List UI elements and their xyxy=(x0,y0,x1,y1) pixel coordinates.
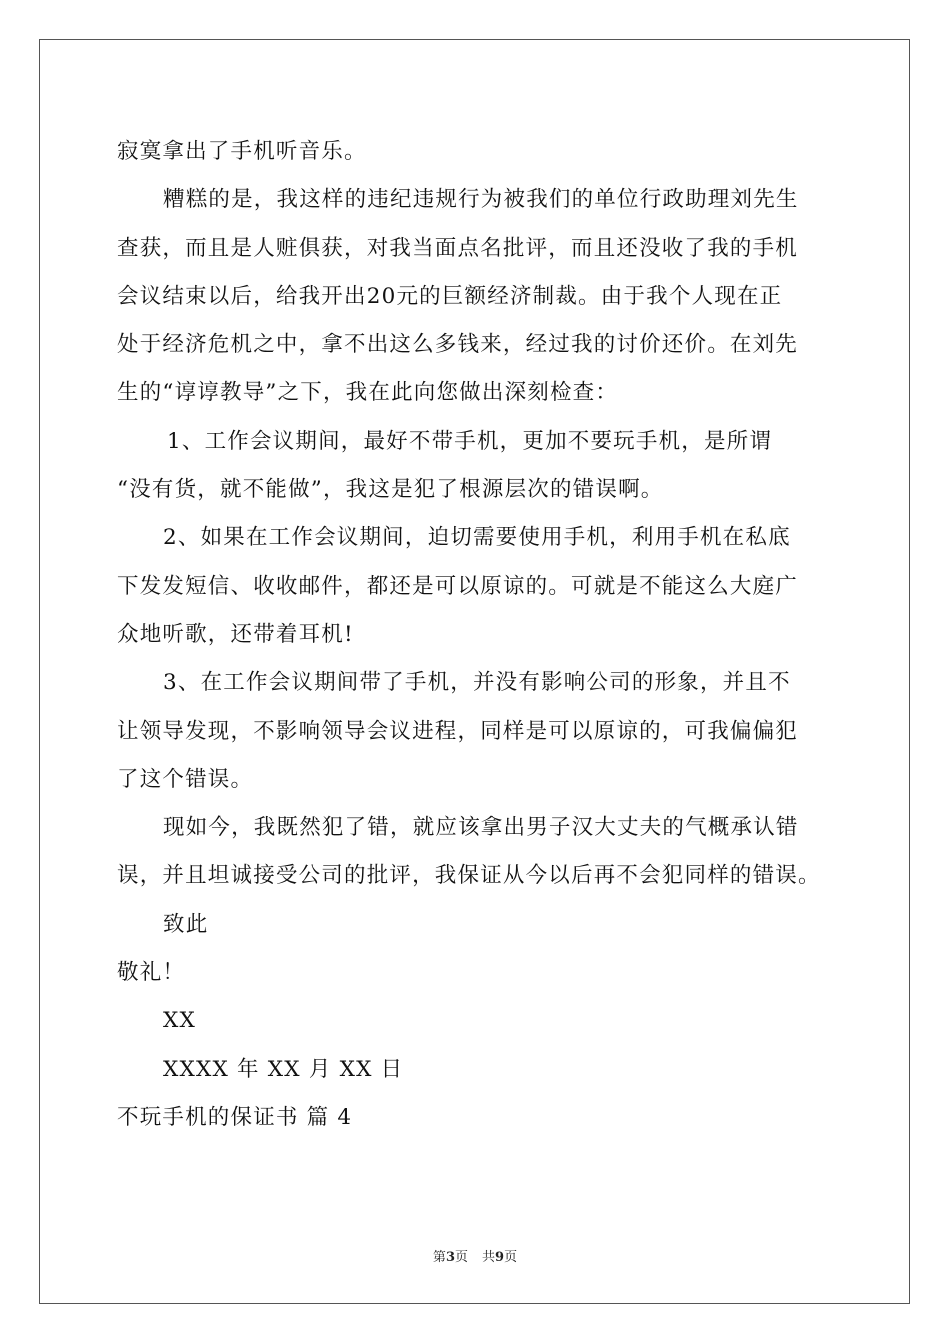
signature-date: XXXX 年 XX 月 XX 日 xyxy=(163,1056,404,1082)
page-total: 9 xyxy=(495,1250,505,1265)
text-line: 寂寞拿出了手机听音乐。 xyxy=(117,139,367,164)
total-suffix: 页 xyxy=(504,1250,518,1265)
text-line: 2、如果在工作会议期间，迫切需要使用手机，利用手机在私底 xyxy=(163,525,791,551)
text-line: 会议结束以后，给我开出20元的巨额经济制裁。由于我个人现在正 xyxy=(117,283,783,309)
text-line: 误，并且坦诚接受公司的批评，我保证从今以后再不会犯同样的错误。 xyxy=(117,863,821,889)
document-body xyxy=(117,128,847,1142)
salutation: 敬礼！ xyxy=(117,960,186,986)
text-line: 生的“谆谆教导”之下，我在此向您做出深刻检查： xyxy=(117,380,619,406)
text-line: 3、在工作会议期间带了手机，并没有影响公司的形象，并且不 xyxy=(163,670,791,696)
text-line: “没有货，就不能做”，我这是犯了根源层次的错误啊。 xyxy=(117,477,664,503)
page-footer xyxy=(0,1246,950,1265)
signature-name: XX xyxy=(163,1008,197,1034)
text-line: 处于经济危机之中，拿不出这么多钱来，经过我的讨价还价。在刘先 xyxy=(117,332,799,358)
text-line: 现如今，我既然犯了错，就应该拿出男子汉大丈夫的气概承认错 xyxy=(163,815,799,841)
text-line: 查获，而且是人赃俱获，对我当面点名批评，而且还没收了我的手机 xyxy=(117,235,799,261)
page-prefix: 第 xyxy=(432,1250,446,1265)
text-line: 了这个错误。 xyxy=(117,766,254,792)
total-prefix: 共 xyxy=(482,1250,496,1265)
text-line: 糟糕的是，我这样的违纪违规行为被我们的单位行政助理刘先生 xyxy=(163,187,799,213)
closing-phrase: 致此 xyxy=(163,911,209,937)
text-line: 众地听歌，还带着耳机! xyxy=(117,621,354,647)
text-line: 1、工作会议期间，最好不带手机，更加不要玩手机，是所谓 xyxy=(167,428,773,454)
page-current: 3 xyxy=(445,1250,455,1265)
section-heading: 不玩手机的保证书 篇 4 xyxy=(117,1104,353,1130)
text-line: 让领导发现，不影响领导会议进程，同样是可以原谅的，可我偏偏犯 xyxy=(117,718,799,744)
page-suffix: 页 xyxy=(454,1250,468,1265)
text-line: 下发发短信、收收邮件，都还是可以原谅的。可就是不能这么大庭广 xyxy=(117,573,799,599)
